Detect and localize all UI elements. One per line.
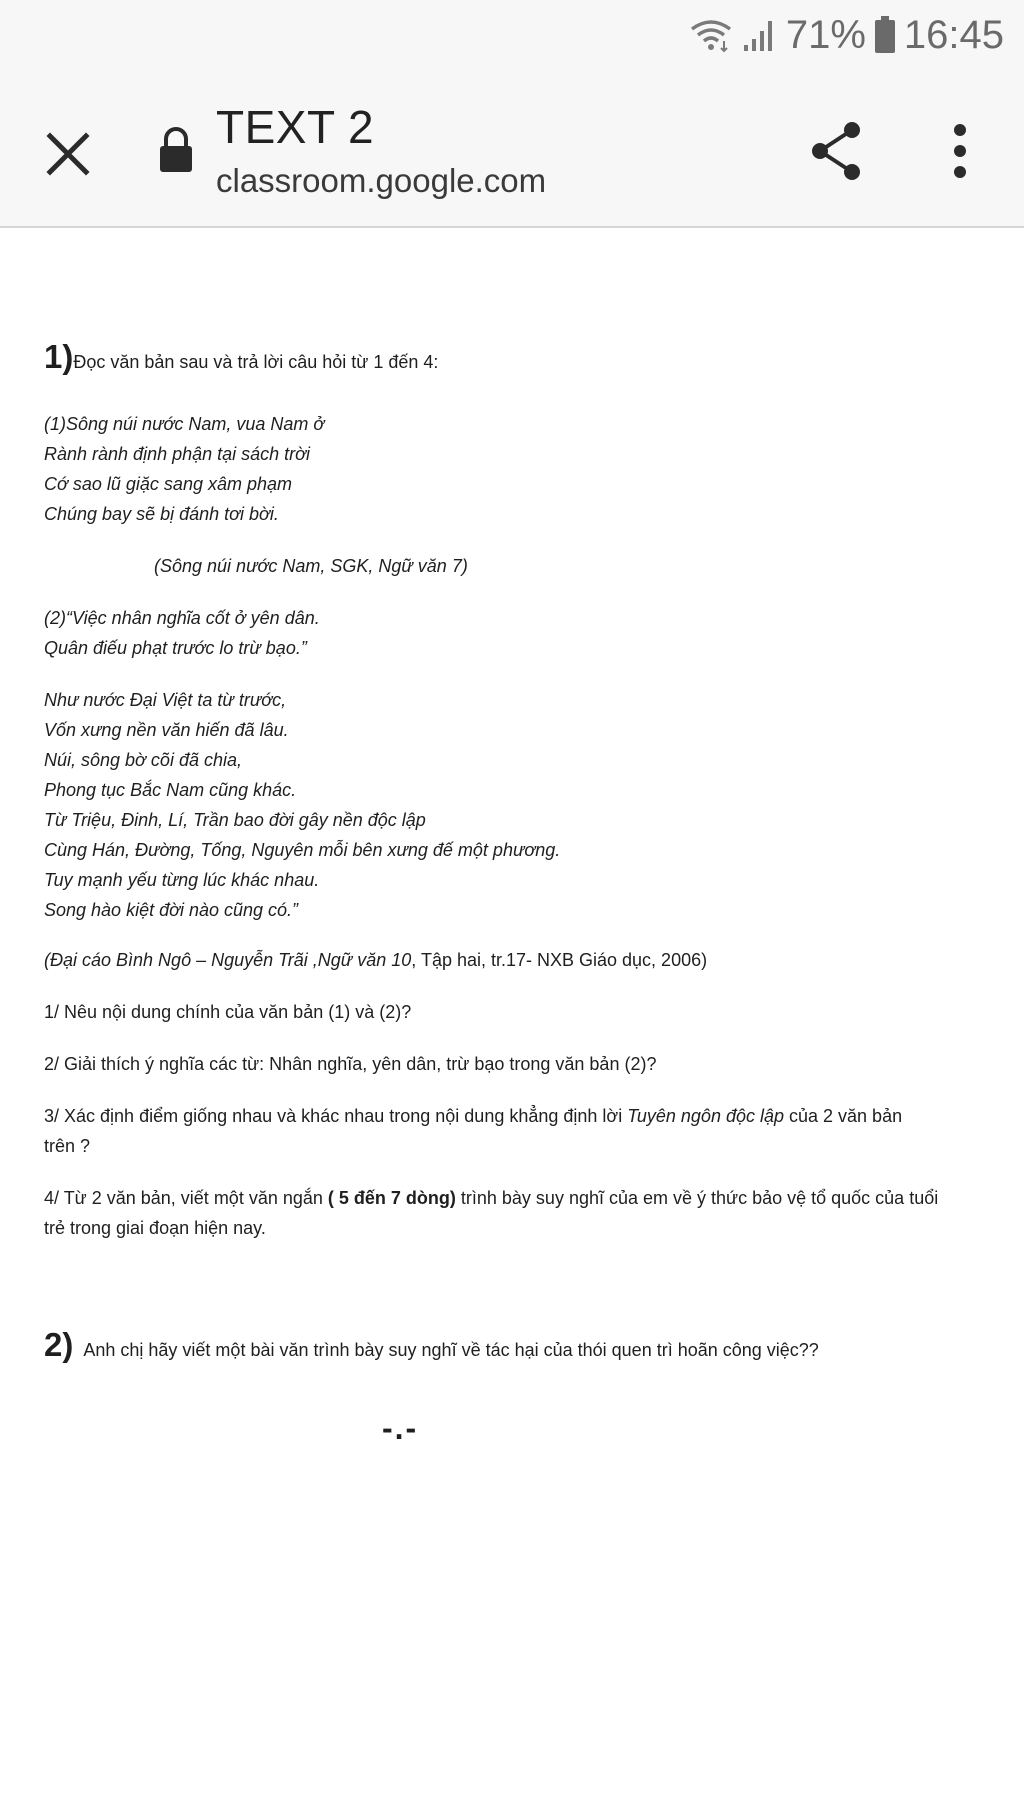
poem1-line: Chúng bay sẽ bị đánh tơi bời. [44, 504, 279, 524]
status-bar [0, 0, 1024, 70]
question-1-4-text: 4/ Từ 2 văn bản, viết một văn ngắn [44, 1188, 328, 1208]
poem2-line: Từ Triệu, Đinh, Lí, Trần bao đời gây nền độc lập [44, 810, 426, 830]
lock-icon [156, 124, 196, 178]
signal-icon [742, 17, 778, 53]
status-indicators [688, 10, 1004, 60]
source-author: (Đại cáo Bình Ngô – Nguyễn Trãi , [44, 950, 318, 970]
source-publisher: , Tập hai, tr.17- NXB Giáo dục, 2006) [411, 950, 708, 970]
end-mark: -.- [382, 1410, 419, 1446]
question-1-3-italic: Tuyên ngôn độc lập [627, 1106, 784, 1126]
question-1-4-bold: ( 5 đến 7 dòng) [327, 1188, 456, 1208]
close-button[interactable] [36, 122, 100, 186]
close-icon [36, 122, 100, 186]
poem2-line: Như nước Đại Việt ta từ trước, [44, 690, 287, 710]
poem2-line: Quân điếu phạt trước lo trừ bạo.” [44, 638, 307, 658]
question-2 [44, 1326, 819, 1364]
question-2-number: 2) [44, 1326, 74, 1363]
question-1-2: 2/ Giải thích ý nghĩa các từ: Nhân nghĩa, yên dân, trừ bạo trong văn bản (2)? [44, 1054, 657, 1074]
share-button[interactable] [804, 116, 868, 186]
poem1-source: (Sông núi nước Nam, SGK, Ngữ văn 7) [154, 556, 468, 576]
poem2-line: Phong tục Bắc Nam cũng khác. [44, 780, 297, 800]
clock: 16:45 [903, 12, 1004, 57]
question-1-4 [44, 1188, 938, 1209]
wifi-icon [688, 17, 734, 53]
page-title: TEXT 2 [216, 101, 375, 153]
poem2-line: Cùng Hán, Đường, Tống, Nguyên mỗi bên xưng đế một phương. [44, 840, 561, 860]
question-1-1: 1/ Nêu nội dung chính của văn bản (1) và (2)? [44, 1002, 412, 1022]
poem1-line: Cớ sao lũ giặc sang xâm phạm [44, 474, 293, 494]
poem2-line: Núi, sông bờ cõi đã chia, [44, 750, 242, 770]
page-url[interactable]: classroom.google.com [216, 162, 547, 199]
question-2-text: Anh chị hãy viết một bài văn trình bày suy nghĩ về tác hại của thói quen trì hoãn công việc?? [83, 1340, 819, 1360]
question-1-number: 1) [44, 338, 74, 375]
question-1-heading [44, 338, 438, 376]
more-vert-icon [940, 116, 980, 186]
question-1-intro: Đọc văn bản sau và trả lời câu hỏi từ 1 đến 4: [73, 352, 439, 372]
poem2-line: (2)“Việc nhân nghĩa cốt ở yên dân. [44, 608, 320, 628]
question-1-3-line2: trên ? [44, 1136, 91, 1156]
poem2-line: Tuy mạnh yếu từng lúc khác nhau. [44, 870, 320, 890]
battery-percent: 71% [785, 12, 866, 57]
battery-icon [874, 16, 896, 54]
question-1-3-tail: của 2 văn bản [784, 1106, 903, 1126]
more-options-button[interactable] [940, 116, 980, 186]
question-1-3-text: 3/ Xác định điểm giống nhau và khác nhau trong nội dung khẳng định lời [44, 1106, 628, 1126]
question-1-4-tail: trình bày suy nghĩ của em về ý thức bảo vệ tổ quốc của tuổi [455, 1188, 939, 1208]
poem2-source [44, 950, 707, 971]
poem2-line: Song hào kiệt đời nào cũng có.” [44, 900, 299, 920]
poem1-line: (1)Sông núi nước Nam, vua Nam ở [44, 414, 325, 434]
poem1-line: Rành rành định phận tại sách trời [44, 444, 311, 464]
poem2-line: Vốn xưng nền văn hiến đã lâu. [44, 720, 289, 740]
source-book: Ngữ văn 10 [317, 950, 412, 970]
question-1-4-line2: trẻ trong giai đoạn hiện nay. [44, 1218, 266, 1238]
custom-tab-toolbar [0, 70, 1024, 228]
question-1-3 [44, 1106, 902, 1127]
share-icon [804, 116, 868, 186]
